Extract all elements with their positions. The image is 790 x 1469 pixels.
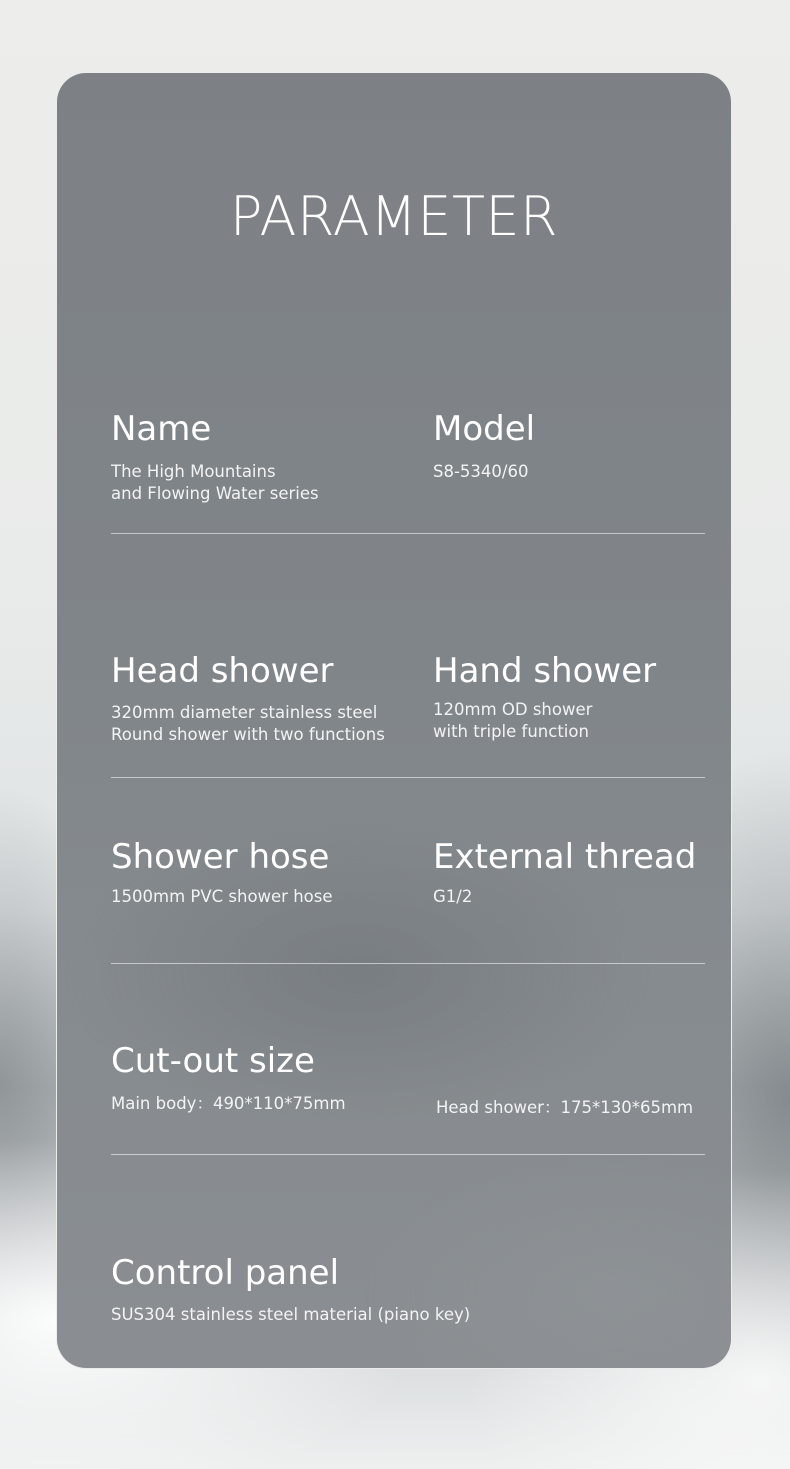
- spec-value: [111, 1304, 470, 1326]
- spec-value-line: Round shower with two functions: [111, 725, 385, 744]
- spec-value: [111, 702, 385, 746]
- spec-heading: Hand shower: [433, 651, 657, 691]
- spec-shower-hose: [111, 837, 333, 908]
- spec-value-line: 320mm diameter stainless steel: [111, 703, 378, 722]
- spec-value-line: Head shower：175*130*65mm: [436, 1098, 694, 1117]
- spec-value-line: and Flowing Water series: [111, 484, 319, 503]
- divider: [111, 777, 705, 778]
- spec-cut-out-head-shower: [436, 1097, 693, 1119]
- spec-heading: Shower hose: [111, 837, 330, 877]
- spec-cut-out-size: [111, 1041, 346, 1115]
- spec-value: [111, 886, 333, 908]
- spec-heading: Head shower: [111, 651, 334, 691]
- spec-heading: Control panel: [111, 1253, 340, 1293]
- page-title: PARAMETER: [229, 185, 559, 248]
- spec-value-line: The High Mountains: [111, 462, 276, 481]
- spec-value-line: Main body：490*110*75mm: [111, 1094, 346, 1113]
- spec-value-line: 120mm OD shower: [433, 700, 593, 719]
- spec-value: [433, 699, 656, 743]
- spec-model: [433, 409, 535, 483]
- spec-heading: Cut-out size: [111, 1041, 315, 1081]
- spec-value-line: 1500mm PVC shower hose: [111, 887, 333, 906]
- spec-heading: Model: [433, 409, 536, 449]
- divider: [111, 533, 705, 534]
- divider: [111, 1154, 705, 1155]
- spec-value: [111, 461, 319, 505]
- parameter-card: [56, 72, 732, 1369]
- spec-value-line: with triple function: [433, 722, 589, 741]
- spec-control-panel: [111, 1253, 470, 1326]
- spec-value: [433, 461, 535, 483]
- spec-value: [436, 1097, 693, 1119]
- spec-value-line: G1/2: [433, 887, 473, 906]
- spec-external-thread: [433, 837, 696, 908]
- spec-heading: External thread: [433, 837, 697, 877]
- spec-name: [111, 409, 319, 505]
- spec-value: [433, 886, 696, 908]
- spec-value-line: S8-5340/60: [433, 462, 529, 481]
- spec-head-shower: [111, 651, 385, 746]
- spec-value: [111, 1093, 346, 1115]
- spec-heading: Name: [111, 409, 212, 449]
- spec-hand-shower: [433, 651, 656, 743]
- spec-value-line: SUS304 stainless steel material (piano key): [111, 1305, 471, 1324]
- divider: [111, 963, 705, 964]
